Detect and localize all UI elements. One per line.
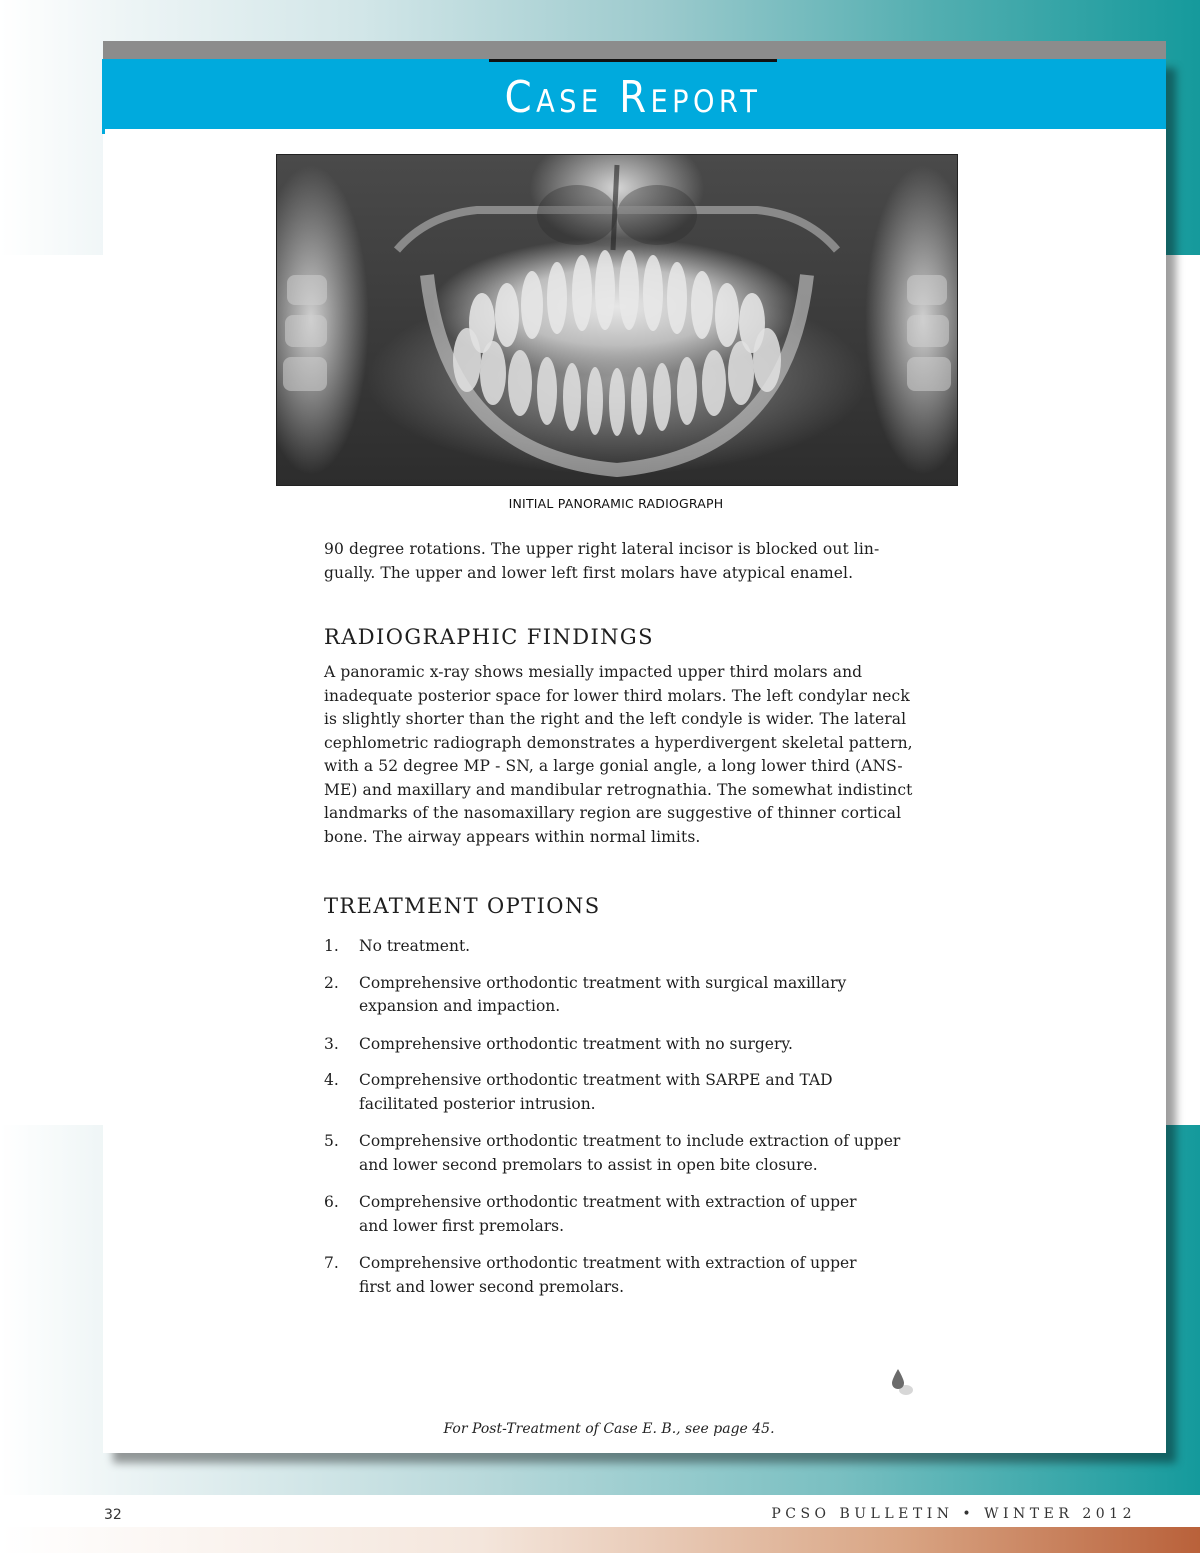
treatment-options-list [324, 935, 924, 1299]
treatment-options-heading: TREATMENT OPTIONS [324, 894, 601, 918]
radiographic-findings-paragraph: A panoramic x-ray shows mesially impacted upper third molars and inadequate posterior space for lower third molars. The left condylar neck is slightly shorter than the right and the left condyle is wider. The lateral cephlometric radiograph demonstrates a hyperdivergent skeletal pattern, with a 52 degree MP - SN, a large gonial angle, a long lower third (ANS-ME) and maxillary and mandibular retrognathia. The somewhat indistinct landmarks of the nasomaxillary region are suggestive of thinner cortical bone. The airway appears within normal limits. [324, 663, 913, 846]
radiograph-illustration [277, 155, 957, 485]
list-item [324, 1252, 884, 1299]
header-grey-strip [103, 41, 1166, 59]
page-number: 32 [104, 1507, 122, 1523]
figure-caption: INITIAL PANORAMIC RADIOGRAPH [508, 496, 724, 511]
list-item-number: 5. [324, 1132, 339, 1150]
list-item-number: 1. [324, 937, 339, 955]
list-item-text: No treatment. [359, 937, 471, 955]
list-item [324, 1191, 884, 1238]
list-item-text: Comprehensive orthodontic treatment with extraction of upper and lower first premolars. [359, 1193, 857, 1235]
radiographic-findings-heading: RADIOGRAPHIC FINDINGS [324, 625, 654, 649]
list-item-text: Comprehensive orthodontic treatment with extraction of upper first and lower second premolars. [359, 1254, 857, 1296]
panoramic-radiograph-image [276, 154, 958, 486]
header-band-edge [102, 59, 105, 134]
list-item [324, 1033, 924, 1057]
list-item-text: Comprehensive orthodontic treatment to include extraction of upper and lower second premolars to assist in open bite closure. [359, 1132, 901, 1174]
list-item-number: 2. [324, 973, 339, 992]
water-drop-icon [889, 1367, 915, 1397]
list-item-number: 3. [324, 1034, 339, 1053]
page-title: Case Report [504, 72, 762, 123]
intro-paragraph: 90 degree rotations. The upper right lateral incisor is blocked out lin- gually. The upper and lower left first molars have atypical enamel. [324, 540, 880, 582]
list-item-number: 7. [324, 1254, 339, 1272]
list-item-number: 4. [324, 1071, 339, 1089]
title-rule [489, 59, 777, 62]
list-item [324, 935, 924, 959]
list-item [324, 972, 884, 1019]
journal-title: PCSO BULLETIN • WINTER 2012 [771, 1506, 1136, 1522]
footnote: For Post-Treatment of Case E. B., see page 45. [443, 1421, 775, 1437]
list-item-text: Comprehensive orthodontic treatment with surgical maxillary expansion and impaction. [359, 973, 847, 1015]
list-item-number: 6. [324, 1193, 339, 1211]
list-item-text: Comprehensive orthodontic treatment with no surgery. [359, 1034, 793, 1053]
list-item [324, 1069, 864, 1116]
list-item [324, 1130, 914, 1177]
copper-gradient-footer-bar [0, 1527, 1200, 1553]
list-item-text: Comprehensive orthodontic treatment with SARPE and TAD facilitated posterior intrusion. [359, 1071, 833, 1113]
